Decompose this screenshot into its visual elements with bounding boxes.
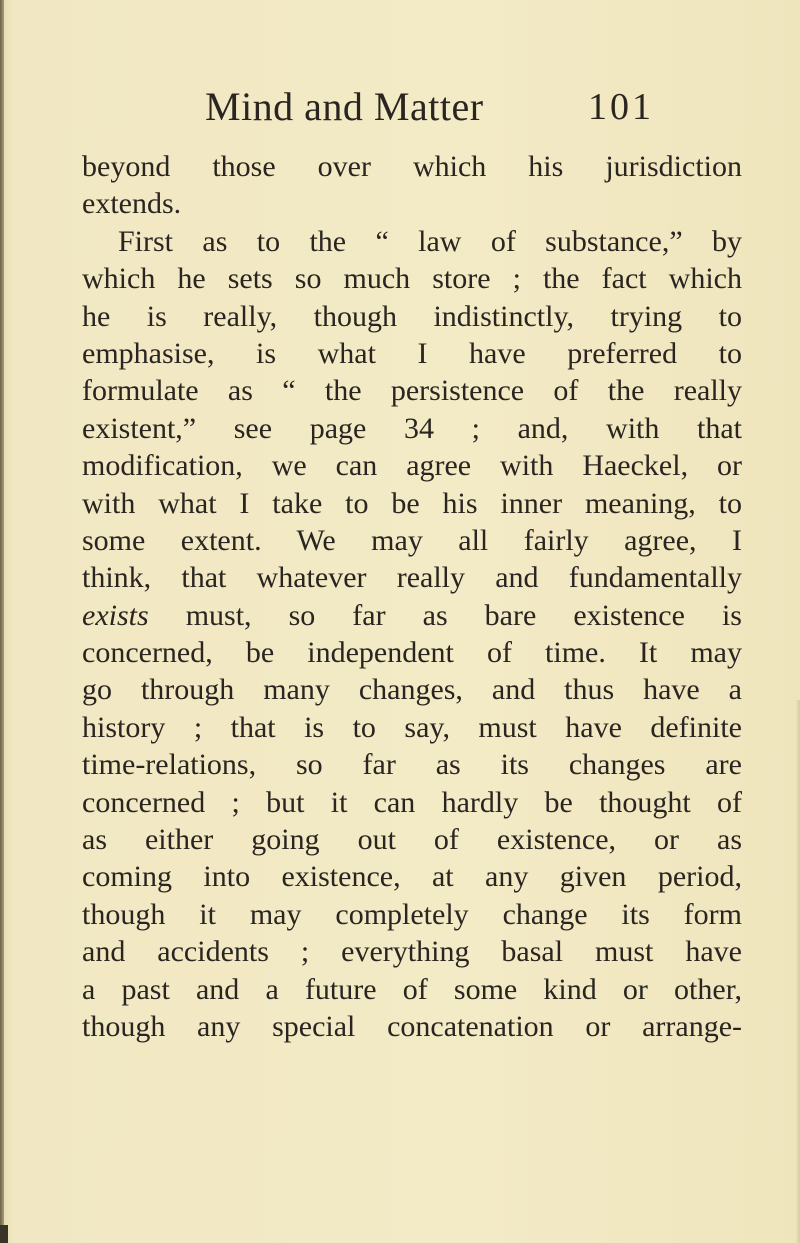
text-line: with what I take to be his inner meaning, to — [82, 486, 742, 520]
text-line: and accidents ; everything basal must have — [82, 935, 742, 969]
word: far — [352, 598, 386, 632]
text-line: think, that whatever really and fundamentally — [82, 561, 742, 595]
page-header — [0, 84, 800, 134]
text-line: though any special concatenation or arrange- — [82, 1009, 742, 1043]
page-right-edge — [795, 700, 800, 1243]
text-line: extends. — [82, 187, 182, 221]
page-number: 101 — [588, 86, 654, 128]
body-text — [82, 148, 742, 1045]
text-line: some extent. We may all fairly agree, I — [82, 523, 742, 557]
text-line: modification, we can agree with Haeckel, or — [82, 449, 742, 483]
text-line-with-italic — [82, 597, 742, 634]
text-line: history ; that is to say, must have definite — [82, 710, 742, 744]
page-left-edge — [0, 0, 4, 1243]
italic-word: exists — [82, 598, 149, 632]
word: existence — [573, 598, 685, 632]
text-line: emphasise, is what I have preferred to — [82, 336, 742, 370]
word: is — [721, 598, 742, 632]
word: so — [288, 598, 316, 632]
text-line: concerned ; but it can hardly be thought of — [82, 785, 742, 819]
text-line: concerned, be independent of time. It may — [82, 636, 742, 670]
page-binding-shadow — [0, 1225, 8, 1243]
text-line: which he sets so much store ; the fact which — [82, 262, 742, 296]
running-title: Mind and Matter — [205, 84, 484, 129]
word: bare — [484, 598, 537, 632]
text-line: he is really, though indistinctly, trying to — [82, 299, 742, 333]
text-line: existent,” see page 34 ; and, with that — [82, 411, 742, 445]
text-line: a past and a future of some kind or other, — [82, 972, 742, 1006]
text-line: go through many changes, and thus have a — [82, 673, 742, 707]
text-line: time-relations, so far as its changes are — [82, 748, 742, 782]
text-line: formulate as “ the persistence of the really — [82, 374, 742, 408]
text-line: coming into existence, at any given period, — [82, 860, 742, 894]
word: must, — [185, 598, 252, 632]
word: as — [422, 598, 448, 632]
text-line: though it may completely change its form — [82, 897, 742, 931]
text-line: beyond those over which his jurisdiction — [82, 150, 742, 183]
text-line: First as to the “ law of substance,” by — [118, 224, 742, 258]
text-line: as either going out of existence, or as — [82, 823, 742, 857]
